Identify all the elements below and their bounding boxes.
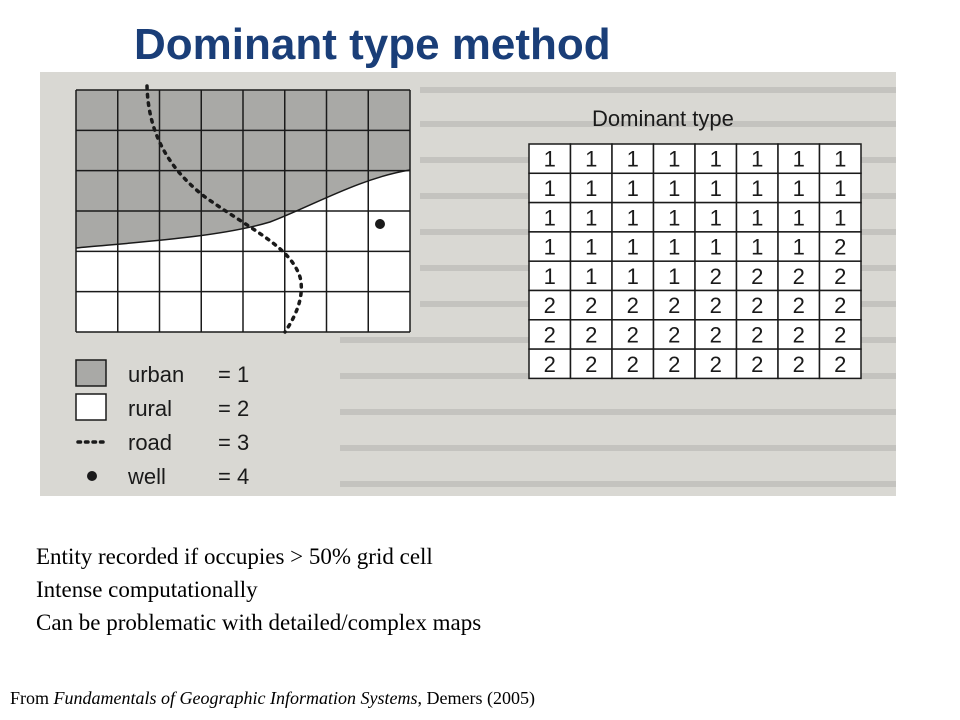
grid-cell-value: 1 xyxy=(626,263,639,289)
grid-cell-value: 1 xyxy=(668,234,681,260)
grid-cell-value: 2 xyxy=(585,322,598,348)
well-point xyxy=(375,219,385,229)
grid-cell-value: 2 xyxy=(709,263,722,289)
grid-cell-value: 1 xyxy=(543,205,556,231)
legend-rural-label: rural xyxy=(128,396,173,421)
grid-cell-value: 1 xyxy=(792,234,805,260)
grid-cell-value: 2 xyxy=(751,263,764,289)
grid-cell-value: 1 xyxy=(668,263,681,289)
grid-cell-value: 2 xyxy=(792,322,805,348)
grid-cell-value: 1 xyxy=(585,205,598,231)
grid-cell-value: 1 xyxy=(543,263,556,289)
grid-cell-value: 2 xyxy=(792,293,805,319)
bullet-item: Intense computationally xyxy=(36,577,258,602)
citation-suffix: , Demers (2005) xyxy=(417,688,535,708)
grid-cell-value: 2 xyxy=(834,293,847,319)
page-title: Dominant type method xyxy=(134,20,611,69)
grid-cell-value: 2 xyxy=(834,234,847,260)
legend-rural-swatch xyxy=(76,394,106,420)
grid-cell-value: 1 xyxy=(543,234,556,260)
grid-cell-value: 1 xyxy=(626,175,639,201)
dominant-type-figure xyxy=(40,72,896,496)
grid-cell-value: 2 xyxy=(626,293,639,319)
grid-cell-value: 2 xyxy=(543,293,556,319)
grid-cell-value: 1 xyxy=(709,205,722,231)
grid-cell-value: 2 xyxy=(668,351,681,377)
grid-cell-value: 1 xyxy=(709,146,722,172)
legend-well xyxy=(87,464,249,489)
grid-cell-value: 1 xyxy=(668,175,681,201)
grid-cell-value: 2 xyxy=(834,263,847,289)
legend-urban-label: urban xyxy=(128,362,185,387)
legend-rural xyxy=(76,394,249,421)
grid-cell-value: 1 xyxy=(751,205,764,231)
grid-cell-value: 2 xyxy=(792,351,805,377)
grid-cell-value: 1 xyxy=(792,175,805,201)
legend-well-symbol xyxy=(87,471,97,481)
dominant-grid-heading: Dominant type xyxy=(592,106,734,131)
legend-road xyxy=(78,430,249,455)
grid-cell-value: 1 xyxy=(585,146,598,172)
grid-cell-value: 1 xyxy=(626,234,639,260)
grid-cell-value: 1 xyxy=(792,146,805,172)
grid-cell-value: 2 xyxy=(668,293,681,319)
legend xyxy=(76,360,249,489)
legend-well-value: = 4 xyxy=(218,464,250,489)
grid-cell-value: 1 xyxy=(585,175,598,201)
legend-well-label: well xyxy=(128,464,166,489)
source-map xyxy=(76,86,410,332)
grid-cell-value: 2 xyxy=(709,351,722,377)
grid-cell-value: 1 xyxy=(751,146,764,172)
bullet-item: Entity recorded if occupies > 50% grid cell xyxy=(36,544,433,569)
grid-cell-value: 1 xyxy=(668,205,681,231)
grid-cell-value: 2 xyxy=(751,322,764,348)
bullet-list xyxy=(36,540,481,639)
grid-cell-value: 1 xyxy=(834,175,847,201)
grid-cell-value: 1 xyxy=(792,205,805,231)
grid-cell-value: 1 xyxy=(751,234,764,260)
legend-urban xyxy=(76,360,249,387)
legend-rural-value: = 2 xyxy=(218,396,250,421)
citation xyxy=(10,688,535,709)
grid-cell-value: 1 xyxy=(543,175,556,201)
grid-cell-value: 1 xyxy=(585,263,598,289)
grid-cell-value: 1 xyxy=(751,175,764,201)
grid-cell-value: 2 xyxy=(709,322,722,348)
figure-canvas xyxy=(40,72,896,496)
legend-urban-swatch xyxy=(76,360,106,386)
citation-prefix: From xyxy=(10,688,54,708)
grid-cell-value: 2 xyxy=(709,293,722,319)
grid-cell-value: 1 xyxy=(709,234,722,260)
grid-cell-value: 2 xyxy=(543,351,556,377)
grid-cell-value: 1 xyxy=(834,205,847,231)
grid-cell-value: 1 xyxy=(585,234,598,260)
dominant-grid xyxy=(529,144,861,378)
grid-cell-value: 2 xyxy=(792,263,805,289)
grid-cell-value: 2 xyxy=(751,293,764,319)
citation-book: Fundamentals of Geographic Information Systems xyxy=(53,688,418,708)
grid-cell-value: 1 xyxy=(834,146,847,172)
grid-cell-value: 2 xyxy=(834,351,847,377)
grid-cell-value: 2 xyxy=(668,322,681,348)
grid-cell-value: 2 xyxy=(834,322,847,348)
legend-urban-value: = 1 xyxy=(218,362,250,387)
grid-cell-value: 2 xyxy=(626,351,639,377)
grid-cell-value: 1 xyxy=(668,146,681,172)
grid-cell-value: 1 xyxy=(543,146,556,172)
grid-cell-value: 2 xyxy=(585,293,598,319)
legend-road-label: road xyxy=(128,430,173,455)
grid-cell-value: 1 xyxy=(626,146,639,172)
grid-cell-value: 1 xyxy=(709,175,722,201)
bullet-item: Can be problematic with detailed/complex maps xyxy=(36,610,482,635)
grid-cell-value: 2 xyxy=(585,351,598,377)
grid-cell-value: 2 xyxy=(626,322,639,348)
legend-road-value: = 3 xyxy=(218,430,250,455)
grid-cell-value: 1 xyxy=(626,205,639,231)
grid-cell-value: 2 xyxy=(543,322,556,348)
grid-cell-value: 2 xyxy=(751,351,764,377)
